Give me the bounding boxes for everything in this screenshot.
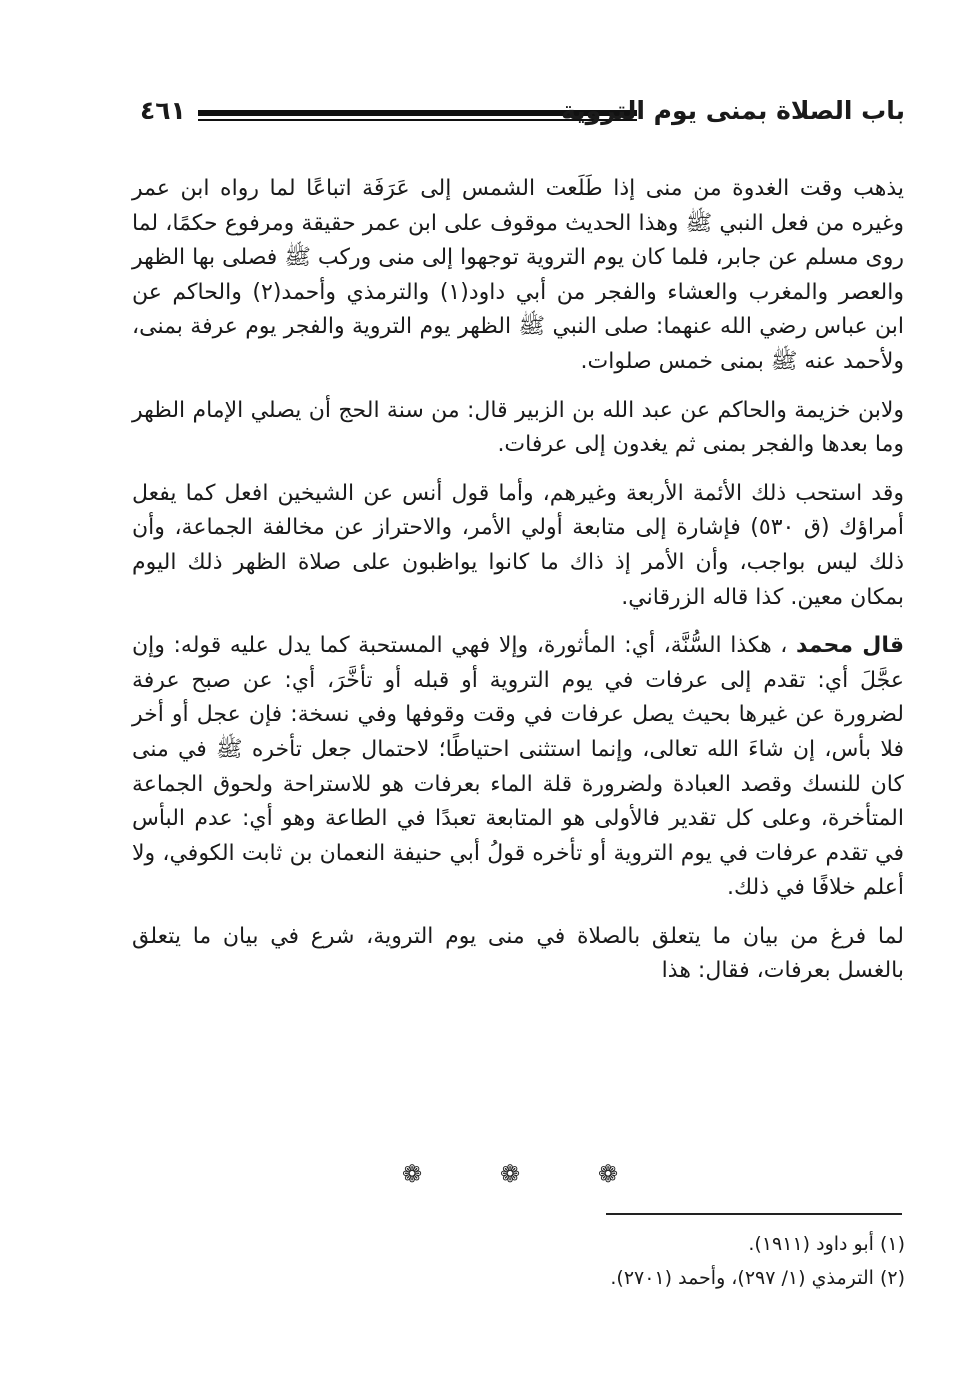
footnote: (٢) الترمذي (١/ ٢٩٧)، وأحمد (٢٧٠١).	[610, 1267, 905, 1289]
section-separator	[400, 1160, 620, 1188]
page-header	[130, 92, 905, 132]
page-body	[132, 172, 904, 989]
ornament-icon: ❁	[597, 1160, 619, 1188]
page-number: ٤٦١	[140, 96, 186, 125]
paragraph: لما فرغ من بيان ما يتعلق بالصلاة في منى يوم التروية، شرع في بيان ما يتعلق بالغسل بعرفات، فقال: هذا	[132, 923, 904, 984]
footnotes	[400, 1227, 905, 1295]
speaker-label: قال محمد	[796, 633, 904, 659]
footnote-rule	[606, 1213, 902, 1215]
paragraph: يذهب وقت الغدوة من منى إذا طَلَعت الشمس إلى عَرَفَة اتباعًا لما رواه ابن عمر وغيره من فعل النبي ﷺ وهذا الحديث موقوف على ابن عمر حقيقة ومرفوع حكمًا، لما روى مسلم عن جابر، فلما كان يوم التروية توجهوا إلى منى وركب ﷺ فصلى بها الظهر والعصر والمغرب والعشاء والفجر من أبي داود(١) والترمذي وأحمد(٢) والحاكم عن ابن عباس رضي الله عنهما: صلى النبي ﷺ الظهر يوم التروية والفجر يوم عرفة بمنى، ولأحمد عنه ﷺ بمنى خمس صلوات.	[132, 176, 904, 374]
footnote: (١) أبو داود (١٩١١).	[748, 1233, 905, 1255]
ornament-icon: ❁	[499, 1160, 521, 1188]
paragraph: ولابن خزيمة والحاكم عن عبد الله بن الزبير قال: من سنة الحج أن يصلي الإمام الظهر وما بعدها والفجر بمنى ثم يغدون إلى عرفات.	[132, 397, 904, 458]
paragraph	[132, 629, 904, 906]
paragraph: وقد استحب ذلك الأئمة الأربعة وغيرهم، وأما قول أنس عن الشيخين افعل كما يفعل أمراؤك (ق ٥٣٠) فإشارة إلى متابعة أولي الأمر، والاحتراز عن مخالفة الجماعة، وأن ذلك ليس بواجب، وأن الأمر إذ ذاك ما كانوا يواظبون على صلاة الظهر ذلك اليوم بمكان معين. كذا قاله الزرقاني.	[132, 480, 904, 610]
ornament-icon: ❁	[401, 1160, 423, 1188]
paragraph-text: ، هكذا السُّنَّة، أي: المأثورة، وإلا فهي المستحبة كما يدل عليه قوله: وإن عجَّلَ أي: تقدم إلى عرفات في يوم التروية أو قبله أو تأخَّرَ، أي: عن صبح عرفة لضرورة عن غيرها بحيث يصل عرفات في وقت وقوفها وفي نسخة: فإن عجل أو أخر فلا بأس، إن شاءَ الله تعالى، وإنما استثنى احتياطًا؛ لاحتمال جعل تأخره ﷺ في منى كان للنسك وقصد العبادة ولضرورة قلة الماء بعرفات هو للاستراحة ولحوق الجماعة المتأخرة، وعلى كل تقدير فالأولى هو المتابعة تعبدًا في الطاعة وهو أي: عدم البأس في تقدم عرفات في يوم التروية أو تأخره قولُ أبي حنيفة النعمان بن ثابت الكوفي، ولا أعلم خلافًا في ذلك.	[132, 633, 904, 901]
chapter-title: باب الصلاة بمنى يوم التروية	[561, 96, 905, 125]
